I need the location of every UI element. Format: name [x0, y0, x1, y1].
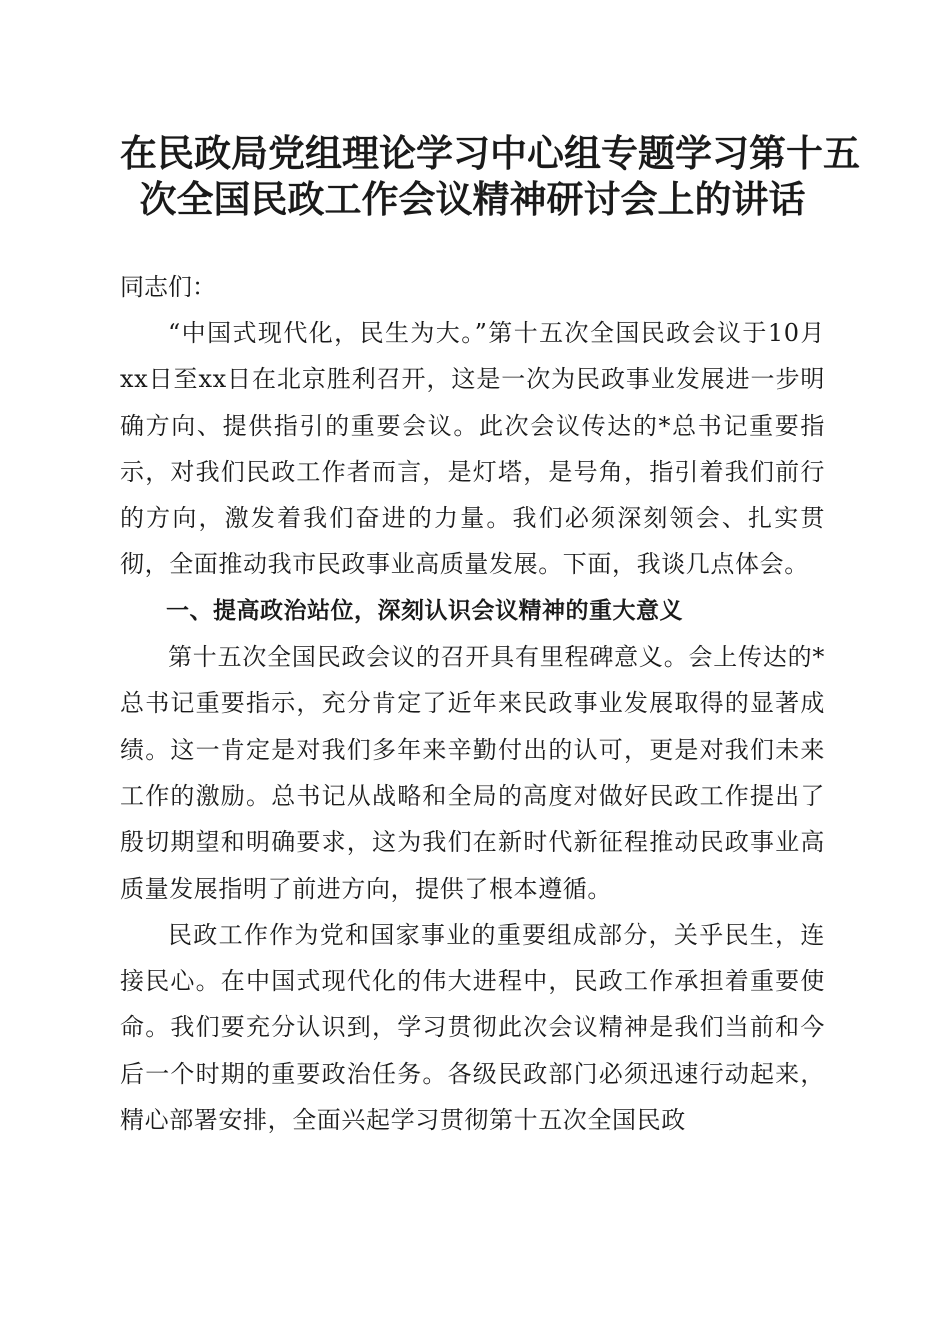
section1-paragraph-2: 民政工作作为党和国家事业的重要组成部分，关乎民生，连接民心。在中国式现代化的伟大进程中，民政工作承担着重要使命。我们要充分认识到，学习贯彻此次会议精神是我们当前和今后一个时期的重要政治任务。各级民政部门必须迅速行动起来，精心部署安排，全面兴起学习贯彻第十五次全国民政: [120, 920, 825, 1135]
salutation: 同志们：: [120, 273, 216, 301]
document-page: [120, 130, 860, 1143]
title-line-1: 在民政局党组理论学习中心组专题学习第十五: [120, 131, 860, 175]
intro-paragraph: “中国式现代化，民生为大。”第十五次全国民政会议于10月xx日至xx日在北京胜利召开，这是一次为民政事业发展进一步明确方向、提供指引的重要会议。此次会议传达的*总书记重要指示，对我们民政工作者而言，是灯塔，是号角，指引着我们前行的方向，激发着我们奋进的力量。我们必须深刻领会、扎实贯彻，全面推动我市民政事业高质量发展。下面，我谈几点体会。: [120, 319, 825, 579]
document-title: [120, 130, 860, 222]
section1-paragraph-1: 第十五次全国民政会议的召开具有里程碑意义。会上传达的*总书记重要指示，充分肯定了近年来民政事业发展取得的显著成绩。这一肯定是对我们多年来辛勤付出的认可，更是对我们未来工作的激励。总书记从战略和全局的高度对做好民政工作提出了殷切期望和明确要求，这为我们在新时代新征程推动民政事业高质量发展指明了前进方向，提供了根本遵循。: [120, 643, 825, 903]
title-line-2: 次全国民政工作会议精神研讨会上的讲话: [139, 177, 806, 221]
section-heading-1: 一、提高政治站位，深刻认识会议精神的重大意义: [166, 597, 683, 624]
